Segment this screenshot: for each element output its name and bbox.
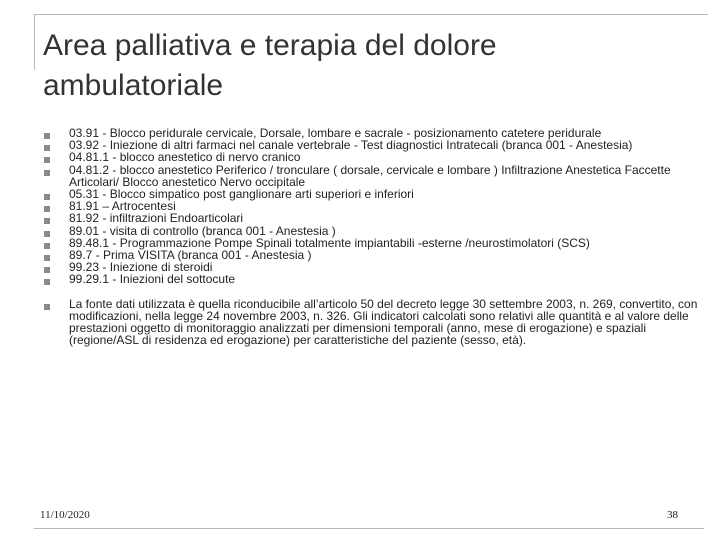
- square-bullet-icon: [44, 267, 50, 273]
- square-bullet-icon: [44, 279, 50, 285]
- square-bullet-icon: [44, 170, 50, 176]
- list-item: [44, 225, 714, 237]
- list-item: [44, 212, 714, 224]
- square-bullet-icon: [44, 231, 50, 237]
- bullet-text: 81.92 - infiltrazioni Endoarticolari: [69, 211, 244, 226]
- square-bullet-icon: [44, 133, 50, 139]
- bullet-text: 81.91 – Artrocentesi: [69, 199, 176, 214]
- title-frame-top-line: [34, 14, 708, 15]
- square-bullet-icon: [44, 194, 50, 200]
- title-frame-left-line: [34, 14, 35, 70]
- list-item: [44, 298, 714, 347]
- bullet-text: 04.81.1 - blocco anestetico di nervo cranico: [69, 150, 301, 165]
- square-bullet-icon: [44, 255, 50, 261]
- list-item: [44, 151, 714, 163]
- square-bullet-icon: [44, 206, 50, 212]
- bullet-text: 05.31 - Blocco simpatico post ganglionare arti superiori e inferiori: [69, 187, 414, 202]
- footer-divider: [34, 528, 704, 529]
- list-item: [44, 273, 714, 285]
- square-bullet-icon: [44, 145, 50, 151]
- square-bullet-icon: [44, 218, 50, 224]
- slide-title: Area palliativa e terapia del dolore ambulatoriale: [43, 29, 497, 102]
- source-note-text: La fonte dati utilizzata è quella riconducibile all’articolo 50 del decreto legge 30 settembre 2003, n. 269, convertito, con modificazioni, nella legge 24 novembre 2003, n. 326. Gli indicatori calcolati sono relativi alle quantità e al valore delle prestazioni oggetto di monitoraggio analizzati per dimensioni temporali (anno, mese di erogazione) e spaziali (regione/ASL di residenza ed erogazione) per caratteristiche del paziente (sesso, età).: [69, 296, 698, 348]
- page-number: 38: [667, 509, 678, 521]
- bullet-text: 03.92 - Iniezione di altri farmaci nel canale vertebrale - Test diagnostici Intratecali (branca 001 - Anestesia): [69, 138, 633, 153]
- bullet-text: 03.91 - Blocco peridurale cervicale, Dorsale, lombare e sacrale - posizionamento catetere peridurale: [69, 126, 602, 140]
- square-bullet-icon: [44, 157, 50, 163]
- bullet-text: 99.29.1 - Iniezioni del sottocute: [69, 272, 236, 287]
- bullet-text: 89.48.1 - Programmazione Pompe Spinali totalmente impiantabili -esterne /neurostimolatori (SCS): [69, 235, 590, 250]
- square-bullet-icon: [44, 243, 50, 249]
- bullet-list: [44, 127, 714, 346]
- bullet-text: 89.7 - Prima VISITA (branca 001 - Anestesia ): [69, 248, 312, 263]
- footer-date: 11/10/2020: [40, 509, 90, 521]
- list-item: [44, 164, 714, 188]
- bullet-text: 99.23 - Iniezione di steroidi: [69, 260, 213, 275]
- square-bullet-icon: [44, 304, 50, 310]
- bullet-text: 04.81.2 - blocco anestetico Periferico / tronculare ( dorsale, cervicale e lombare ) Infiltrazione Anestetica Faccette Articolari/ Blocco anestetico Nervo occipitale: [69, 162, 671, 189]
- bullet-text: 89.01 - visita di controllo (branca 001 - Anestesia ): [69, 223, 336, 238]
